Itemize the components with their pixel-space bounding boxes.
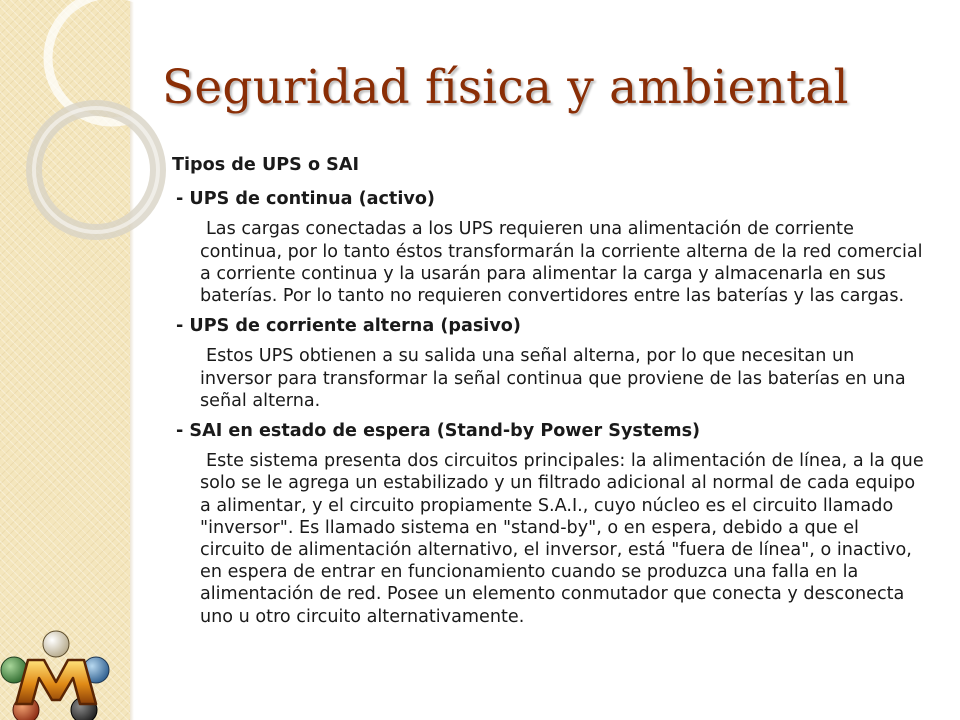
section-body-continua: Las cargas conectadas a los UPS requieren una alimentación de corriente continua, por lo tanto éstos transformarán la corriente alterna de la red comercial a corriente continua y la usarán para alimentar la carga y almacenarla en sus baterías. Por lo tanto no requieren convertidores entre las baterías y las cargas. bbox=[200, 219, 923, 307]
magic-m-logo-icon bbox=[0, 630, 112, 720]
slide-title: Seguridad física y ambiental bbox=[162, 60, 849, 115]
slide-body bbox=[160, 154, 940, 636]
main-heading: Tipos de UPS o SAI bbox=[172, 155, 359, 175]
section-heading-alterna: - UPS de corriente alterna (pasivo) bbox=[176, 316, 521, 337]
section-body-alterna: Estos UPS obtienen a su salida una señal alterna, por lo que necesitan un inversor para transformar la señal continua que proviene de las baterías en una señal alterna. bbox=[200, 346, 906, 411]
section-body-standby: Este sistema presenta dos circuitos principales: la alimentación de línea, a la que solo se le agrega un estabilizado y un filtrado adicional al normal de cada equipo a alimentar, y el circuito propiamente S.A.I., cuyo núcleo es el circuito llamado "inversor". Es llamado sistema en "stand-by", o en espera, debido a que el circuito de alimentación alternativo, el inversor, está "fuera de línea", o inactivo, en espera de entrar en funcionamiento cuando se produzca una falla en la alimentación de red. Posee un elemento conmutador que conecta y desconecta uno u otro circuito alternativamente. bbox=[200, 451, 924, 627]
section-heading-continua: - UPS de continua (activo) bbox=[176, 189, 435, 210]
section-heading-standby: - SAI en estado de espera (Stand-by Power Systems) bbox=[176, 421, 701, 442]
